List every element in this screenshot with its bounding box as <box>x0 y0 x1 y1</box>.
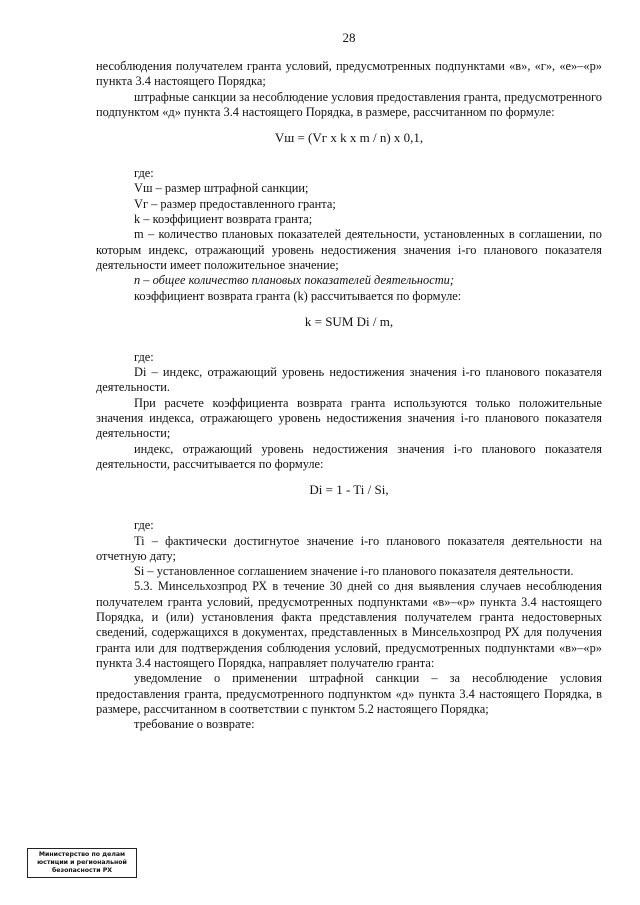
definition-item: Di – индекс, отражающий уровень недостижения значения i-го планового показателя деятельности. <box>96 365 602 395</box>
stamp-line: безопасности РХ <box>51 867 113 874</box>
paragraph: несоблюдения получателем гранта условий, предусмотренных подпунктами «в», «г», «е»–«р» пункта 3.4 настоящего Порядка; <box>96 59 602 89</box>
formula-index: Di = 1 - Ti / Si, <box>309 482 389 498</box>
definition-item: требование о возврате: <box>134 717 255 732</box>
where-label: где: <box>134 166 154 181</box>
definition-item: Vш – размер штрафной санкции; <box>134 181 309 196</box>
definition-item: индекс, отражающий уровень недостижения значения i-го планового показателя деятельности, рассчитывается по формуле: <box>96 441 602 471</box>
clause-5-3: 5.3. Минсельхозпрод РХ в течение 30 дней со дня выявления случаев несоблюдения получателем гранта условий, предусмотренных подпунктами «в»–«р» пункта 3.4 настоящего Порядка, и (или) установления факта представления получателем гранта недостоверных сведений, содержащихся в документах, представленных в Минсельхозпрод РХ для получения гранта или для подтверждения соблюдения условий, предусмотренных подпунктами «в»–«р» пункта 3.4 настоящего Порядка, направляет получателю гранта: <box>96 579 602 670</box>
definition-item: уведомление о применении штрафной санкции – за несоблюдение условия предоставления гранта, предусмотренного подпунктом «д» пункта 3.4 настоящего Порядка, в размере, рассчитанном в соответствии с пунктом 5.2 настоящего Порядка; <box>96 671 602 716</box>
paragraph: штрафные санкции за несоблюдение условия предоставления гранта, предусмотренного подпунктом «д» пункта 3.4 настоящего Порядка, в размере, рассчитанном по формуле: <box>96 89 602 119</box>
definition-item: Si – установленное соглашением значение i-го планового показателя деятельности. <box>134 564 574 579</box>
definition-item: При расчете коэффициента возврата гранта используются только положительные значения индекса, отражающего уровень недостижения значения i-го планового показателя деятельности; <box>96 395 602 441</box>
where-label: где: <box>134 518 154 533</box>
definition-item: коэффициент возврата гранта (k) рассчитывается по формуле: <box>134 288 462 303</box>
stamp-line: Министерство по делам <box>38 851 126 858</box>
formula-coefficient: k = SUM Di / m, <box>304 313 394 329</box>
definition-item: m – количество плановых показателей деятельности, установленных в соглашении, по которым индекс, отражающий уровень недостижения значения i-го планового показателя деятельности имеет положительное значение; <box>96 227 602 272</box>
document-body <box>96 59 602 732</box>
definition-item: n – общее количество плановых показателей деятельности; <box>134 273 454 288</box>
definition-item: k – коэффициент возврата гранта; <box>134 212 313 227</box>
definition-item: Vг – размер предоставленного гранта; <box>134 196 336 211</box>
formula-penalty: Vш = (Vг x k x m / n) x 0,1, <box>274 130 424 146</box>
stamp-line: юстиции и региональной <box>37 859 127 866</box>
registration-stamp <box>27 848 137 878</box>
where-label: где: <box>134 349 154 364</box>
definition-item: Ti – фактически достигнутое значение i-го планового показателя деятельности на отчетную дату; <box>96 533 602 563</box>
page-number: 28 <box>342 30 356 45</box>
